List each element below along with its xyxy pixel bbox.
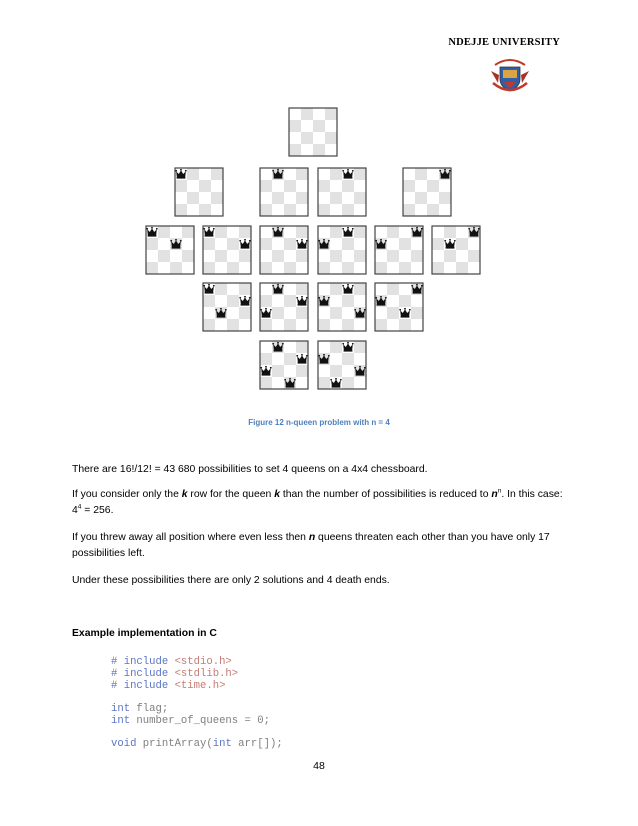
chessboard-node bbox=[432, 226, 480, 274]
paragraph-possibilities: There are 16!/12! = 43 680 possibilities to set 4 queens on a 4x4 chessboard. bbox=[72, 464, 428, 475]
university-header: NDEJJE UNIVERSITY bbox=[448, 37, 560, 48]
chessboard-node bbox=[375, 226, 423, 274]
chessboard-node bbox=[289, 108, 337, 156]
chessboard-node bbox=[146, 226, 194, 274]
code-line-2: # include <stdlib.h> bbox=[111, 668, 239, 680]
paragraph-reduction: If you consider only the k row for the queen k than the number of possibilities is reduced to $n^n$. In this case: $4^4 = 256$. bbox=[72, 487, 563, 516]
figure-caption: Figure 12 n-queen problem with n = 4 bbox=[248, 418, 390, 427]
chessboard-node bbox=[260, 341, 308, 389]
chessboard-node bbox=[203, 226, 251, 274]
paragraph-solutions: Under these possibilities there are only 2 solutions and 4 death ends. bbox=[72, 575, 390, 586]
code-line-4: int flag; bbox=[111, 703, 169, 715]
section-heading: Example implementation in C bbox=[72, 628, 217, 639]
chessboard-node bbox=[260, 283, 308, 331]
chessboard-node bbox=[175, 168, 223, 216]
chessboard-node bbox=[375, 283, 423, 331]
university-crest-icon bbox=[489, 53, 531, 95]
chessboard-node bbox=[318, 226, 366, 274]
page-number: 48 bbox=[313, 760, 325, 772]
chessboard-node bbox=[318, 341, 366, 389]
chessboard-node bbox=[318, 283, 366, 331]
code-line-1: # include <stdio.h> bbox=[111, 656, 232, 668]
chessboard-node bbox=[260, 226, 308, 274]
chessboard-node bbox=[260, 168, 308, 216]
chessboard-node bbox=[318, 168, 366, 216]
code-line-3: # include <time.h> bbox=[111, 680, 226, 692]
paragraph-threaten: If you threw away all position where even less then n queens threaten each other than you have only 17 possibilities left. bbox=[72, 532, 550, 559]
code-line-6: void printArray(int arr[]); bbox=[111, 738, 283, 750]
n-queen-search-tree bbox=[0, 100, 638, 400]
code-line-5: int number_of_queens = 0; bbox=[111, 715, 270, 727]
chessboard-node bbox=[403, 168, 451, 216]
chessboard-node bbox=[203, 283, 251, 331]
